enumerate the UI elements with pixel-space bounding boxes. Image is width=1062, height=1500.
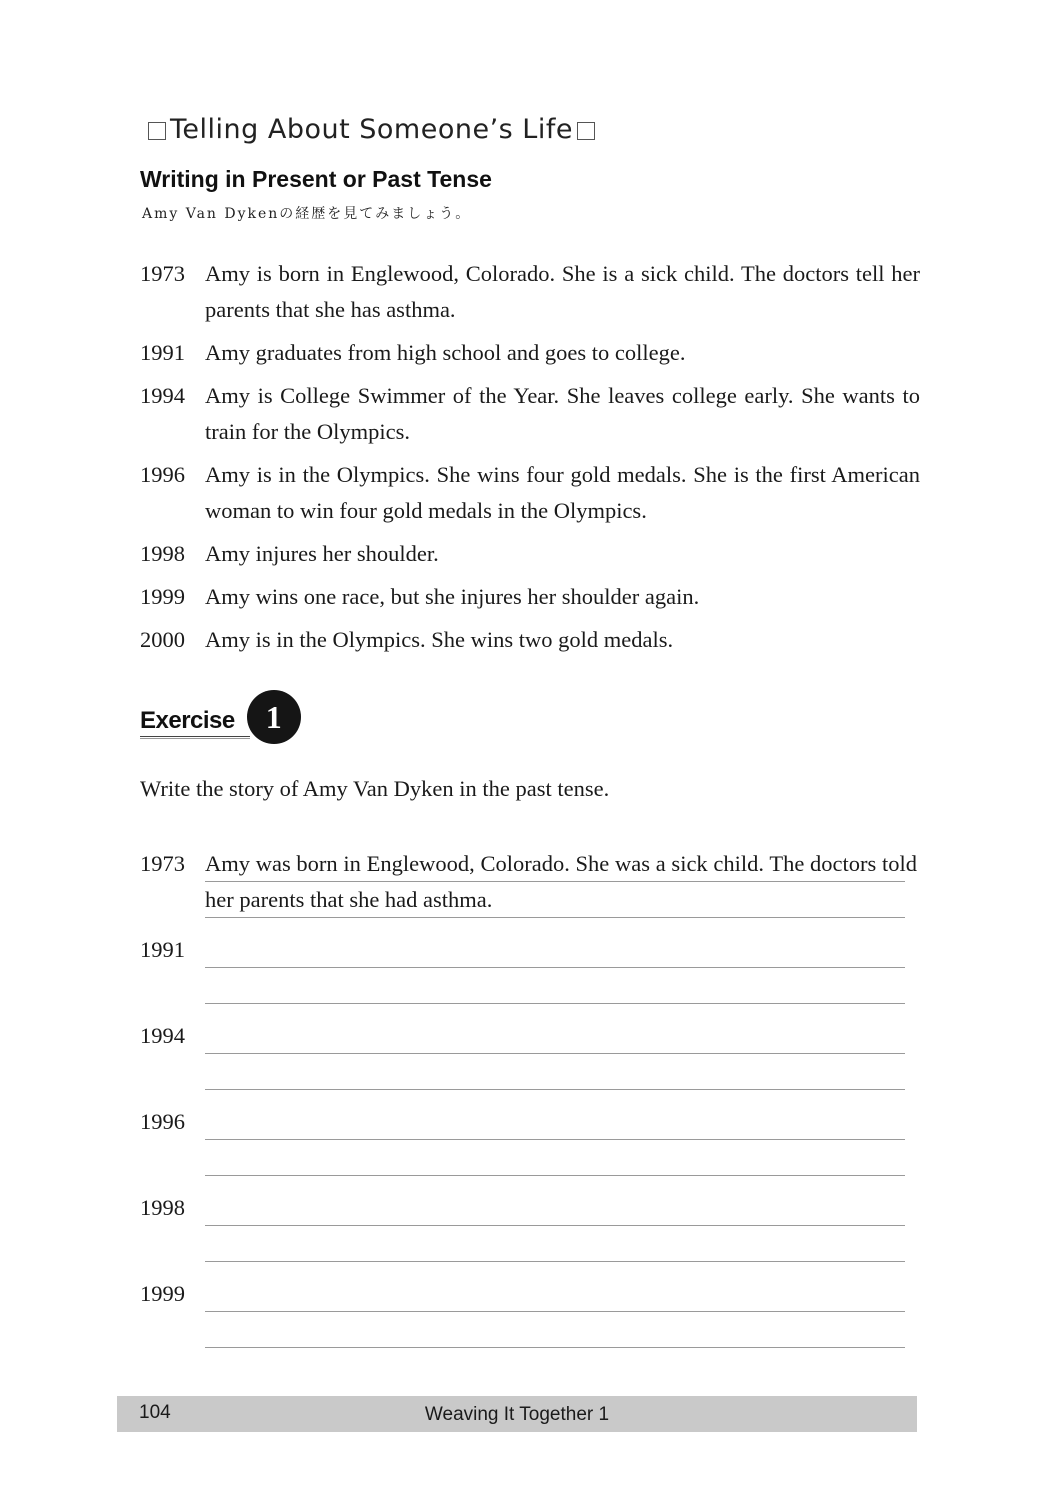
timeline-year: 1999 (140, 584, 185, 609)
timeline-year: 1973 (140, 261, 185, 286)
exercise-instruction: Write the story of Amy Van Dyken in the past tense. (140, 776, 610, 801)
exercise-number-badge: 1 (247, 690, 301, 744)
timeline-row (140, 579, 920, 615)
answer-year: 1973 (140, 851, 185, 876)
timeline-year: 1991 (140, 340, 185, 365)
timeline-text: Amy wins one race, but she injures her shoulder again. (205, 584, 700, 609)
answer-line[interactable] (205, 1276, 905, 1312)
answer-line[interactable] (205, 968, 905, 1004)
answer-text: Amy was born in Englewood, Colorado. She was a sick child. The doctors told her parents that she had asthma. (205, 851, 917, 912)
timeline-row (140, 536, 920, 572)
book-title: Weaving It Together 1 (424, 1404, 610, 1425)
timeline-text: Amy is in the Olympics. She wins four gold medals. She is the first American woman to win four gold medals in the Olympics. (205, 462, 920, 523)
page-footer (117, 1396, 917, 1432)
timeline-year: 1994 (140, 383, 185, 408)
exercise-underline (140, 736, 250, 739)
timeline-row (140, 457, 920, 529)
timeline-row (140, 335, 920, 371)
section-title (144, 114, 599, 145)
page-number: 104 (139, 1402, 171, 1423)
timeline-row (140, 622, 920, 658)
answer-line[interactable] (205, 1190, 905, 1226)
timeline-year: 1996 (140, 462, 185, 487)
timeline-text: Amy is born in Englewood, Colorado. She is a sick child. The doctors tell her parents that she has asthma. (205, 261, 920, 322)
answer-year: 1994 (140, 1023, 185, 1048)
timeline-year: 1998 (140, 541, 185, 566)
answer-year: 1991 (140, 937, 185, 962)
exercise-label: Exercise (140, 707, 235, 734)
open-box-icon (148, 122, 166, 140)
timeline (140, 256, 920, 665)
answer-line[interactable] (205, 1054, 905, 1090)
answer-year: 1998 (140, 1195, 185, 1220)
timeline-row (140, 256, 920, 328)
answer-line[interactable] (205, 1312, 905, 1348)
answer-year: 1999 (140, 1281, 185, 1306)
answer-line[interactable] (205, 1226, 905, 1262)
answer-line[interactable] (205, 1140, 905, 1176)
answer-line[interactable] (205, 1104, 905, 1140)
answer-line[interactable] (205, 932, 905, 968)
timeline-row (140, 378, 920, 450)
timeline-text: Amy is in the Olympics. She wins two gold medals. (205, 627, 674, 652)
answer-year: 1996 (140, 1109, 185, 1134)
sub-heading: Writing in Present or Past Tense (140, 166, 492, 192)
timeline-text: Amy injures her shoulder. (205, 541, 439, 566)
section-title-text: Telling About Someone’s Life (170, 114, 573, 145)
timeline-text: Amy graduates from high school and goes to college. (205, 340, 686, 365)
timeline-text: Amy is College Swimmer of the Year. She leaves college early. She wants to train for the Olympics. (205, 383, 920, 444)
japanese-note: Amy Van Dykenの経歴を見てみましょう。 (142, 206, 472, 222)
exercise-heading (140, 690, 301, 744)
answer-line[interactable] (205, 1018, 905, 1054)
close-box-icon (577, 122, 595, 140)
timeline-year: 2000 (140, 627, 185, 652)
